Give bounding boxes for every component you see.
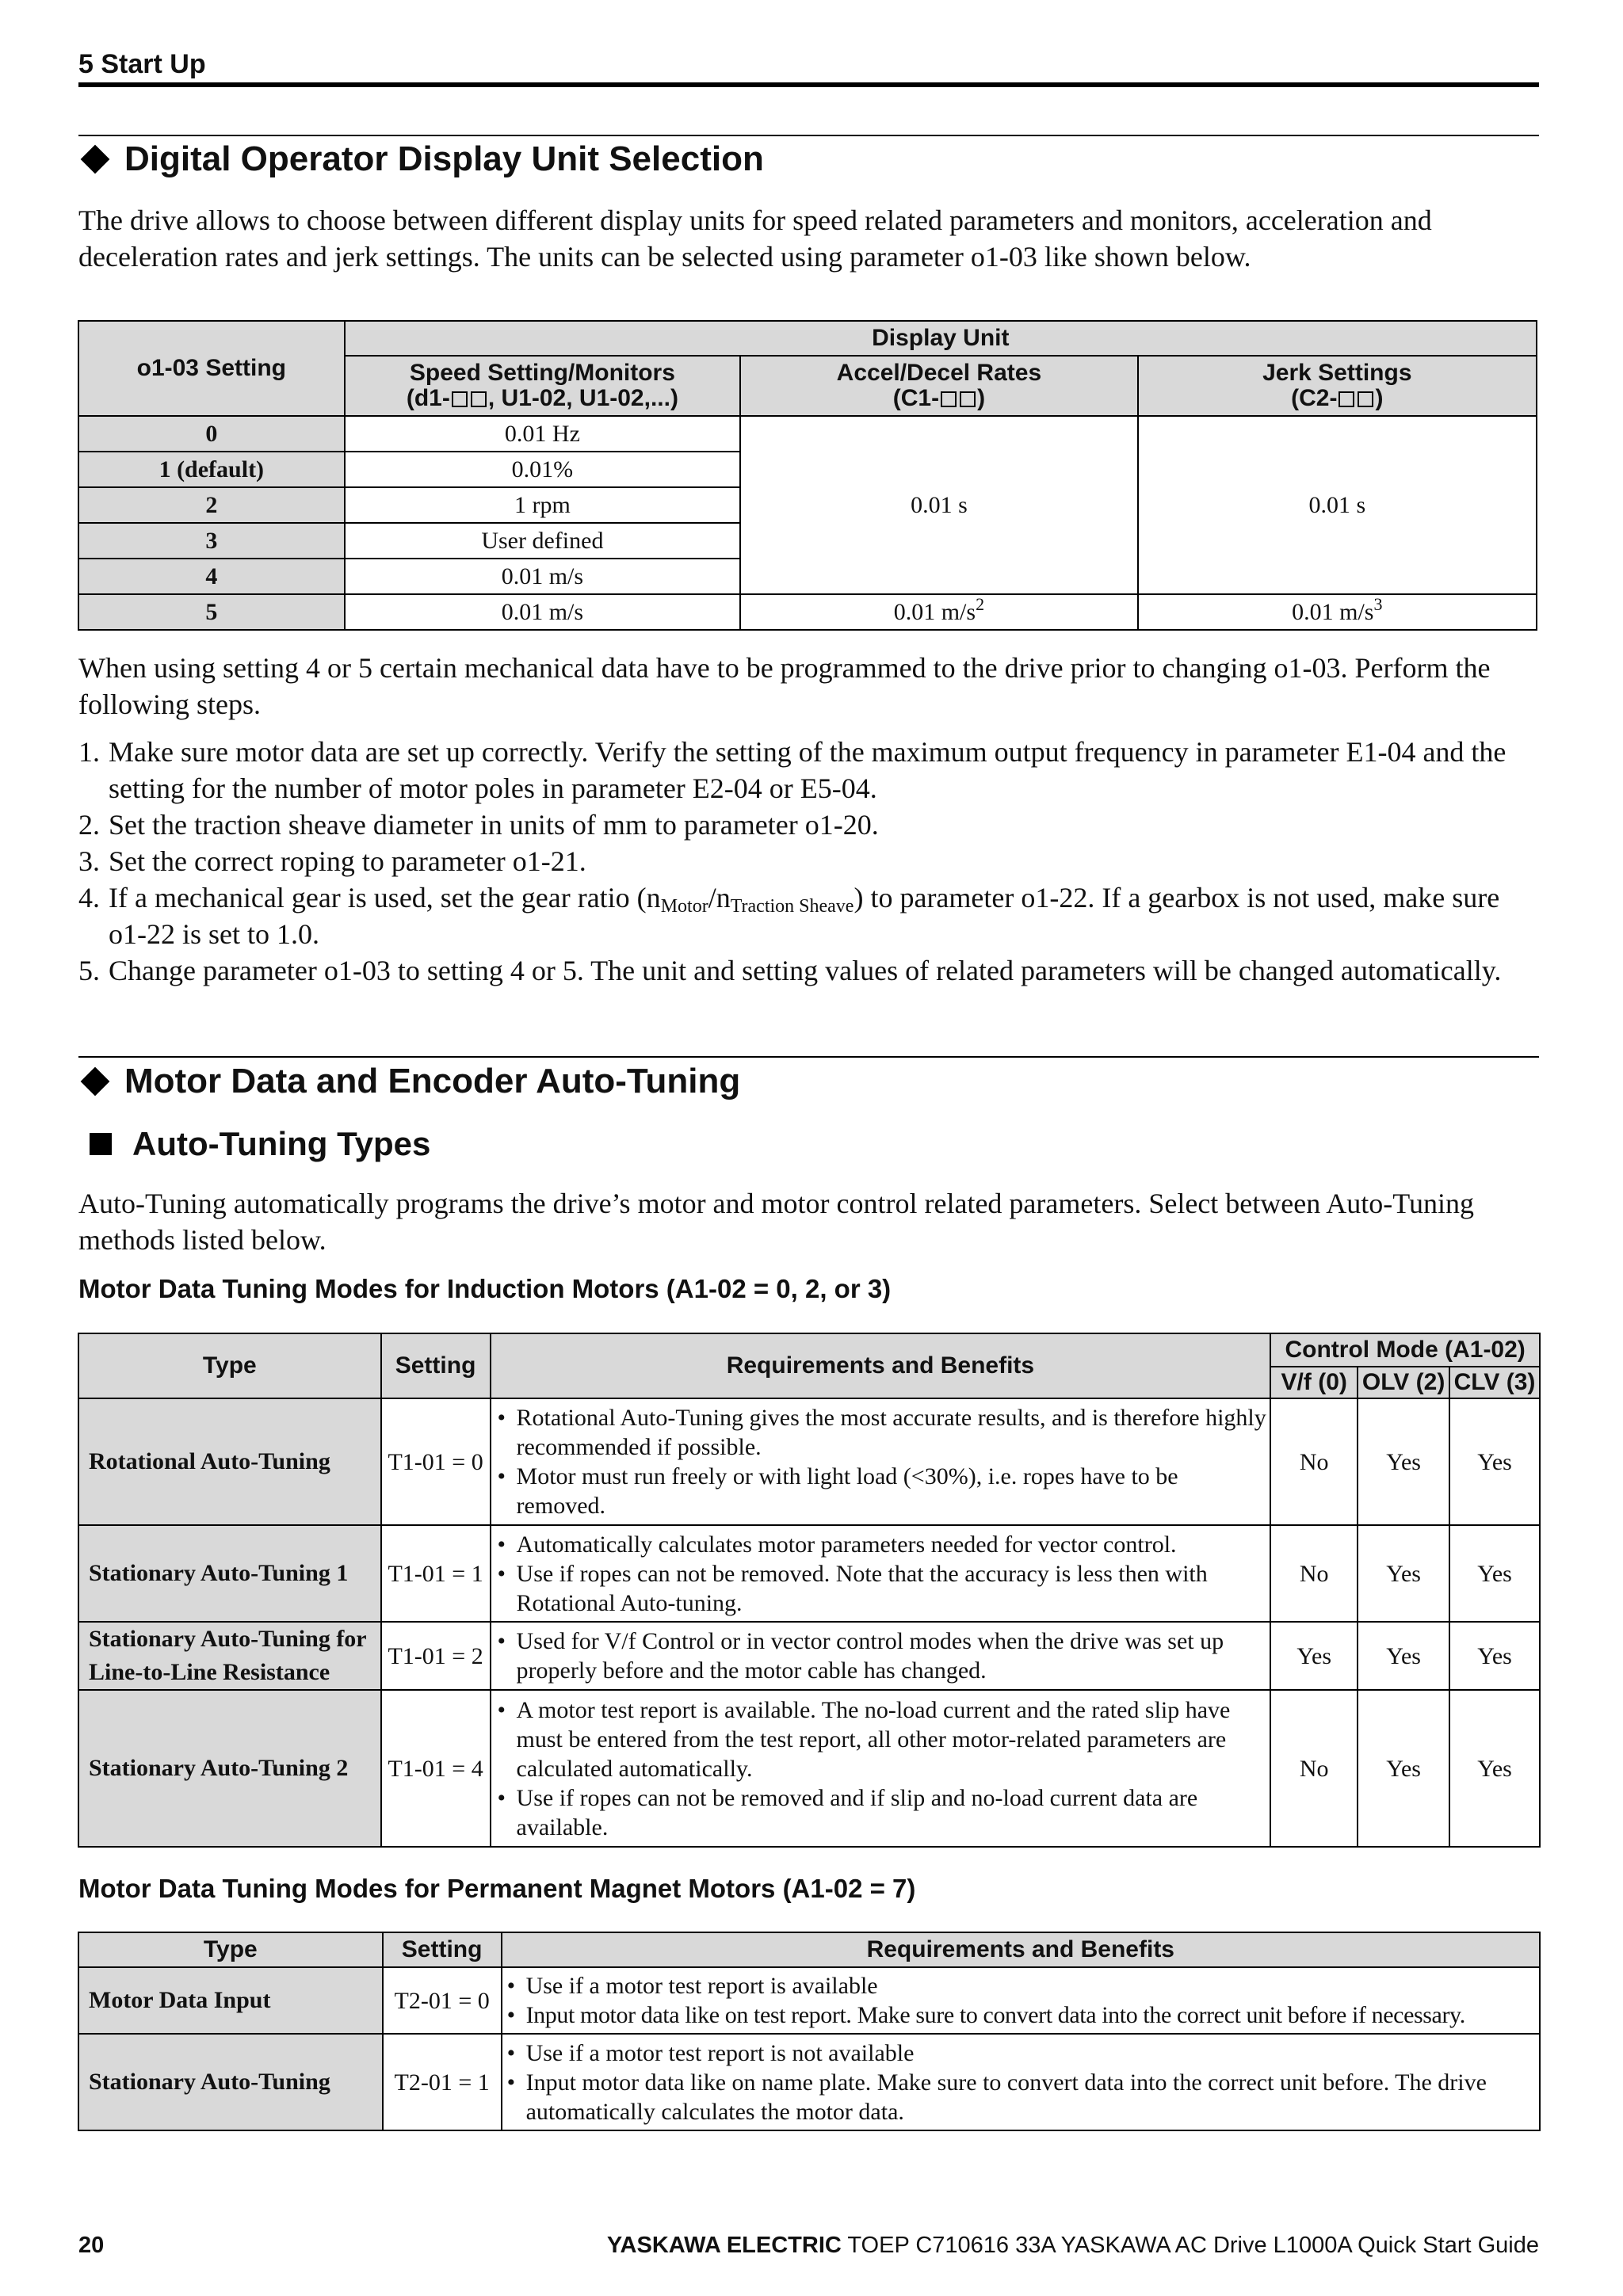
table-row: 2 1 rpm: [78, 487, 1537, 523]
section-heading-auto-tuning: [78, 1062, 740, 1101]
placeholder-box-icon: [960, 391, 976, 407]
list-item: • Use if a motor test report is not available: [526, 2039, 1539, 2068]
placeholder-box-icon: [471, 391, 487, 407]
steps-list: [78, 734, 1541, 989]
table-row: 0 0.01 Hz 0.01 s 0.01 s: [78, 416, 1537, 452]
merged-accel-cell: 0.01 s: [740, 416, 1137, 594]
list-item: • Motor must run freely or with light load (<30%), i.e. ropes have to be removed.: [517, 1462, 1270, 1520]
list-item: • Use if a motor test report is available: [526, 1971, 1539, 2000]
table-caption: Motor Data Tuning Modes for Permanent Magnet Motors (A1-02 = 7): [78, 1874, 916, 1903]
col-type: Type: [78, 1333, 381, 1398]
table-row: Motor Data Input T2-01 = 0 • Use if a motor test report is available • Input motor data like on test report. Make sure to convert data into the correct unit before if necessary.: [78, 1967, 1540, 2034]
merged-jerk-cell: 0.01 s: [1138, 416, 1537, 594]
col-display-unit: Display Unit: [345, 321, 1537, 356]
subsection-heading: [78, 1125, 430, 1163]
subsection-title: Auto-Tuning Types: [132, 1125, 431, 1162]
col-jerk-settings: Jerk Settings (C2- ): [1138, 356, 1537, 416]
list-item: 4. If a mechanical gear is used, set the gear ratio $(n_{Motor}/n_{Traction Sheave})$ to parameter o1-22. If a gearbox is not used, make sure o1-22 is set to 1.0.: [78, 882, 1500, 950]
section-rule: [78, 135, 1539, 136]
display-unit-table: [78, 320, 1537, 631]
col-setting: Setting: [381, 1333, 491, 1398]
col-speed-setting: Speed Setting/Monitors (d1- , U1-02, U1-02,...): [345, 356, 741, 416]
table-caption: Motor Data Tuning Modes for Induction Motors (A1-02 = 0, 2, or 3): [78, 1274, 892, 1303]
list-item: • Used for V/f Control or in vector control modes when the drive was set up properly before and the motor cable has changed.: [517, 1627, 1270, 1685]
placeholder-box-icon: [1358, 391, 1373, 407]
list-item: • Automatically calculates motor parameters needed for vector control.: [517, 1530, 1270, 1559]
section-heading-display-unit: [78, 139, 764, 179]
auto-tuning-intro: Auto-Tuning automatically programs the drive’s motor and motor control related parameters. Select between Auto-Tuning methods listed below.: [78, 1188, 1474, 1256]
list-item: • A motor test report is available. The no-load current and the rated slip have must be entered from the test report, all other motor-related parameters are calculated automatically.: [517, 1695, 1270, 1783]
list-item: 3. Set the correct roping to parameter o1-21.: [78, 845, 586, 877]
square-bullet-icon: [90, 1133, 112, 1155]
pm-tuning-table: [78, 1932, 1541, 2131]
placeholder-box-icon: [452, 391, 468, 407]
section-title: Motor Data and Encoder Auto-Tuning: [124, 1062, 741, 1100]
col-olv: OLV (2): [1358, 1367, 1449, 1398]
list-item: • Use if ropes can not be removed. Note that the accuracy is less then with Rotational Auto-tuning.: [517, 1559, 1270, 1618]
list-item: • Rotational Auto-Tuning gives the most accurate results, and is therefore highly recommended if possible.: [517, 1403, 1270, 1462]
section-title: Digital Operator Display Unit Selection: [124, 139, 764, 178]
placeholder-box-icon: [941, 391, 957, 407]
diamond-bullet-icon: [81, 145, 110, 174]
col-requirements: Requirements and Benefits: [502, 1932, 1540, 1967]
col-setting: Setting: [383, 1932, 502, 1967]
table-row: Stationary Auto-Tuning 1 T1-01 = 1 • Automatically calculates motor parameters needed for vector control. • Use if ropes can not be removed. Note that the accuracy is less then with Rotational Auto-tuning. No Yes Yes: [78, 1525, 1540, 1622]
list-item: • Input motor data like on test report. Make sure to convert data into the correct unit before if necessary.: [526, 2000, 1539, 2030]
list-item: 2. Set the traction sheave diameter in units of mm to parameter o1-20.: [78, 809, 879, 841]
page-number: 20: [78, 2233, 105, 2258]
list-item: 5. Change parameter o1-03 to setting 4 or 5. The unit and setting values of related parameters will be changed automatically.: [78, 955, 1502, 986]
chapter-rule: [78, 82, 1539, 87]
table-row: Rotational Auto-Tuning T1-01 = 0 • Rotational Auto-Tuning gives the most accurate results, and is therefore highly recommended if possible. • Motor must run freely or with light load (<30%), i.e. ropes have to be removed. No Yes Yes: [78, 1398, 1540, 1525]
col-clv: CLV (3): [1449, 1367, 1540, 1398]
col-o1-03-setting: o1-03 Setting: [78, 321, 345, 416]
list-item: • Use if ropes can not be removed and if slip and no-load current data are available.: [517, 1783, 1270, 1842]
table-row: Stationary Auto-Tuning T2-01 = 1 • Use if a motor test report is not available • Input motor data like on name plate. Make sure to convert data into the correct unit before. The drive automatically calculates the motor data.: [78, 2034, 1540, 2130]
col-accel-decel: Accel/Decel Rates (C1- ): [740, 356, 1137, 416]
col-control-mode: Control Mode (A1-02): [1270, 1333, 1540, 1367]
col-vf: V/f (0): [1270, 1367, 1358, 1398]
section-rule: [78, 1056, 1539, 1058]
table-row: 3 User defined: [78, 523, 1537, 559]
steps-intro: When using setting 4 or 5 certain mechanical data have to be programmed to the drive prior to changing o1-03. Perform the following steps.: [78, 652, 1491, 720]
chapter-heading: 5 Start Up: [78, 49, 206, 79]
col-requirements: Requirements and Benefits: [491, 1333, 1271, 1398]
list-item: 1. Make sure motor data are set up correctly. Verify the setting of the maximum output frequency in parameter E1-04 and the setting for the number of motor poles in parameter E2-04 or E5-04.: [78, 736, 1507, 804]
section-intro: The drive allows to choose between different display units for speed related parameters and monitors, acceleration and deceleration rates and jerk settings. The units can be selected using parameter o1-03 like shown below.: [78, 204, 1432, 273]
placeholder-box-icon: [1338, 391, 1354, 407]
table-row: 4 0.01 m/s: [78, 559, 1537, 594]
diamond-bullet-icon: [81, 1067, 110, 1097]
induction-tuning-table: [78, 1333, 1541, 1848]
col-type: Type: [78, 1932, 383, 1967]
table-row: Stationary Auto-Tuning for Line-to-Line Resistance T1-01 = 2 • Used for V/f Control or in vector control modes when the drive was set up properly before and the motor cable has changed. Yes Yes Yes: [78, 1622, 1540, 1690]
footer-doc-info: YASKAWA ELECTRIC TOEP C710616 33A YASKAWA AC Drive L1000A Quick Start Guide: [606, 2233, 1539, 2258]
table-row: Stationary Auto-Tuning 2 T1-01 = 4 • A motor test report is available. The no-load current and the rated slip have must be entered from the test report, all other motor-related parameters are calculated automatically. • Use if ropes can not be removed and if slip and no-load current data are available. No Yes Yes: [78, 1690, 1540, 1847]
list-item: • Input motor data like on name plate. Make sure to convert data into the correct unit before. The drive automatically calculates the motor data.: [526, 2068, 1539, 2126]
table-row: 1 (default) 0.01%: [78, 452, 1537, 487]
table-row: 5 0.01 m/s 0.01 $m/s^2$ 0.01 $m/s^3$: [78, 594, 1537, 630]
